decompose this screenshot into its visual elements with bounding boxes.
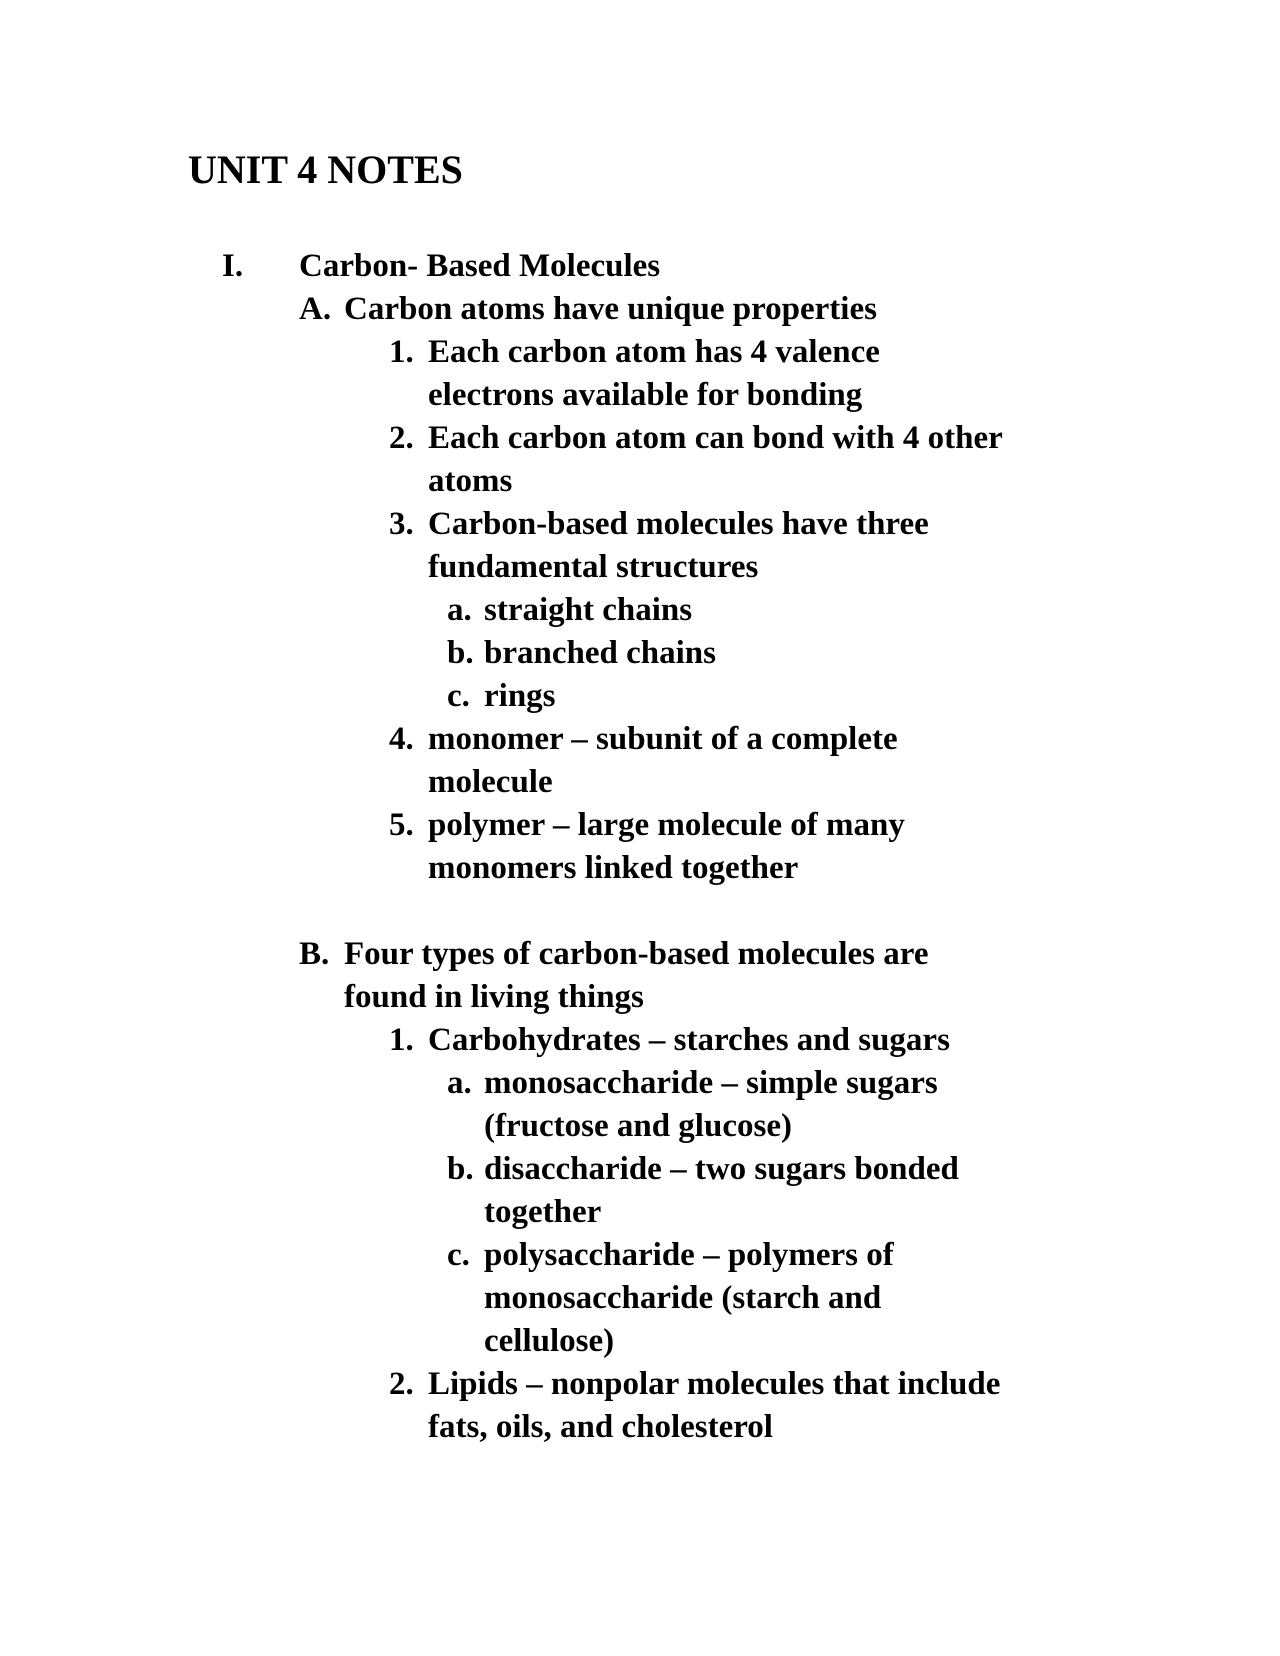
list-item bbox=[0, 417, 1280, 460]
item-marker: 4. bbox=[389, 721, 414, 757]
item-text: monomers linked together bbox=[428, 850, 799, 886]
subitem-text: disaccharide – two sugars bonded bbox=[484, 1151, 959, 1187]
item-marker: 1. bbox=[389, 1022, 414, 1058]
item-text: Carbohydrates – starches and sugars bbox=[428, 1022, 950, 1058]
subitem-marker: b. bbox=[447, 635, 474, 671]
item-text: Each carbon atom has 4 valence bbox=[428, 334, 880, 370]
subitem-text: monosaccharide – simple sugars bbox=[484, 1065, 938, 1101]
item-marker: 2. bbox=[389, 420, 414, 456]
item-text: fats, oils, and cholesterol bbox=[428, 1409, 773, 1445]
subitem-marker: c. bbox=[447, 1237, 470, 1273]
list-item-continuation bbox=[0, 761, 1280, 804]
subsection-heading-continuation bbox=[0, 976, 1280, 1019]
list-item bbox=[0, 503, 1280, 546]
sub-list-item-continuation bbox=[0, 1105, 1280, 1148]
subsection-marker: B. bbox=[299, 936, 330, 972]
item-text: Carbon-based molecules have three bbox=[428, 506, 929, 542]
list-item-continuation bbox=[0, 460, 1280, 503]
sub-list-item bbox=[0, 589, 1280, 632]
subitem-text: together bbox=[484, 1194, 602, 1230]
section-heading-text: Carbon- Based Molecules bbox=[299, 248, 661, 284]
subsection-heading-text: Carbon atoms have unique properties bbox=[344, 291, 877, 327]
sub-list-item-continuation bbox=[0, 1277, 1280, 1320]
item-marker: 1. bbox=[389, 334, 414, 370]
subsection-marker: A. bbox=[299, 291, 332, 327]
list-item-continuation bbox=[0, 1406, 1280, 1449]
item-text: electrons available for bonding bbox=[428, 377, 863, 413]
section-marker: I. bbox=[222, 248, 244, 284]
item-text: Each carbon atom can bond with 4 other bbox=[428, 420, 1003, 456]
item-marker: 2. bbox=[389, 1366, 414, 1402]
list-item-continuation bbox=[0, 374, 1280, 417]
sub-list-item bbox=[0, 1148, 1280, 1191]
subsection-heading-text: Four types of carbon-based molecules are bbox=[344, 936, 929, 972]
sub-list-item bbox=[0, 675, 1280, 718]
sub-list-item bbox=[0, 632, 1280, 675]
notes-outline bbox=[0, 245, 1280, 1449]
subitem-text: straight chains bbox=[484, 592, 693, 628]
sub-list-item-continuation bbox=[0, 1191, 1280, 1234]
subitem-text: branched chains bbox=[484, 635, 716, 671]
subitem-marker: b. bbox=[447, 1151, 474, 1187]
subitem-text: polysaccharide – polymers of bbox=[484, 1237, 894, 1273]
list-item-continuation bbox=[0, 546, 1280, 589]
list-item bbox=[0, 718, 1280, 761]
subitem-marker: a. bbox=[447, 592, 472, 628]
subsection-a-heading bbox=[0, 288, 1280, 331]
subsection-heading-text: found in living things bbox=[344, 979, 644, 1015]
section-heading bbox=[0, 245, 1280, 288]
list-item bbox=[0, 1019, 1280, 1062]
subitem-marker: c. bbox=[447, 678, 470, 714]
list-item bbox=[0, 331, 1280, 374]
item-marker: 5. bbox=[389, 807, 414, 843]
item-text: molecule bbox=[428, 764, 553, 800]
sub-list-item bbox=[0, 1062, 1280, 1105]
item-marker: 3. bbox=[389, 506, 414, 542]
list-item bbox=[0, 804, 1280, 847]
item-text: Lipids – nonpolar molecules that include bbox=[428, 1366, 1001, 1402]
item-text: atoms bbox=[428, 463, 513, 499]
page-title: UNIT 4 NOTES bbox=[188, 147, 463, 192]
subitem-text: rings bbox=[484, 678, 556, 714]
subitem-text: monosaccharide (starch and bbox=[484, 1280, 882, 1316]
list-item bbox=[0, 1363, 1280, 1406]
item-text: fundamental structures bbox=[428, 549, 759, 585]
subsection-b-heading bbox=[0, 933, 1280, 976]
subitem-marker: a. bbox=[447, 1065, 472, 1101]
subitem-text: (fructose and glucose) bbox=[484, 1108, 792, 1144]
subitem-text: cellulose) bbox=[484, 1323, 615, 1359]
item-text: polymer – large molecule of many bbox=[428, 807, 905, 843]
sub-list-item bbox=[0, 1234, 1280, 1277]
item-text: monomer – subunit of a complete bbox=[428, 721, 898, 757]
list-item-continuation bbox=[0, 847, 1280, 890]
sub-list-item-continuation bbox=[0, 1320, 1280, 1363]
